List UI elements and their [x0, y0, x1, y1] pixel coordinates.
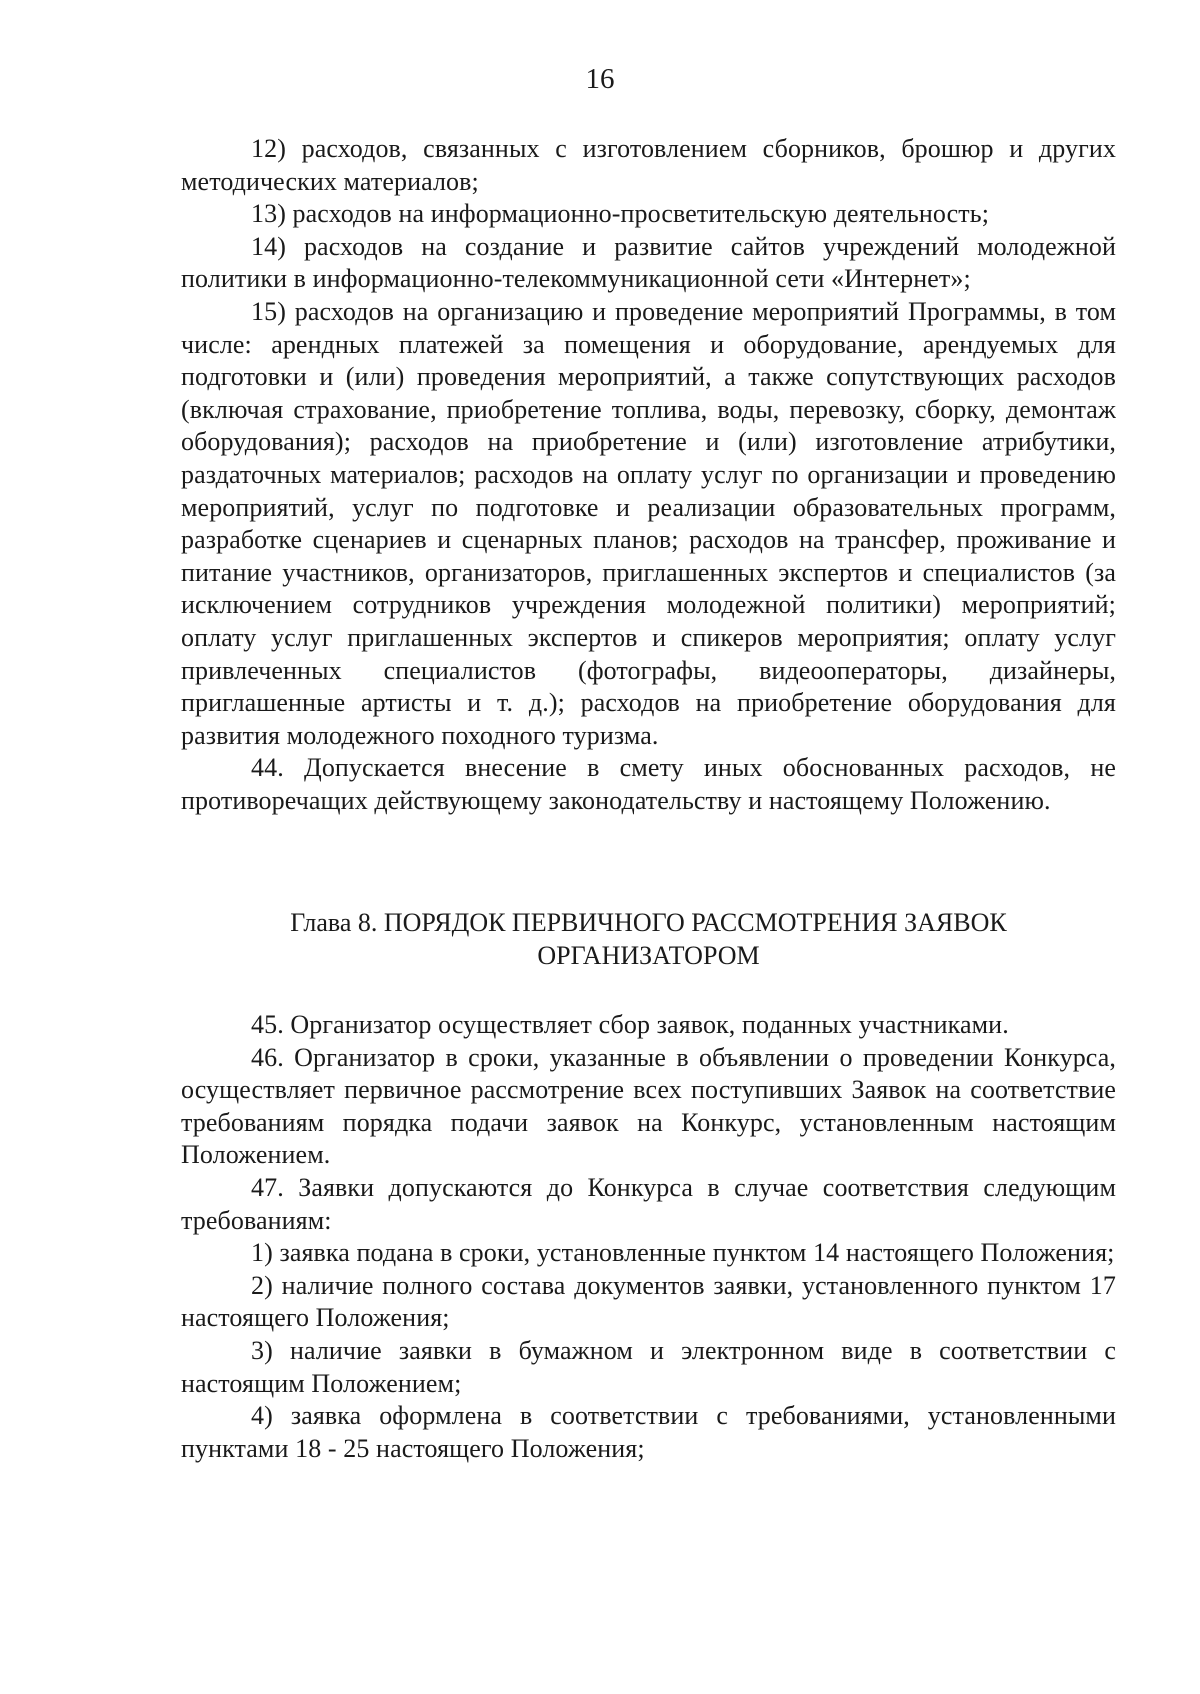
- paragraph-requirement-4: 4) заявка оформлена в соответствии с требованиями, установленными пунктами 18 - 25 настоящего Положения;: [181, 1401, 1116, 1463]
- chapter-heading-line-1: Глава 8. ПОРЯДОК ПЕРВИЧНОГО РАССМОТРЕНИЯ ЗАЯВОК: [290, 908, 1007, 937]
- body-text-bottom: [181, 1009, 1116, 1465]
- paragraph-item-13: 13) расходов на информационно-просветительскую деятельность;: [251, 199, 990, 229]
- chapter-heading-line-2: ОРГАНИЗАТОРОМ: [537, 941, 760, 970]
- chapter-heading: [181, 906, 1116, 972]
- body-text-top: [181, 133, 1116, 817]
- paragraph-requirement-2: 2) наличие полного состава документов заявки, установленного пунктом 17 настоящего Положения;: [181, 1270, 1116, 1333]
- paragraph-item-14: 14) расходов на создание и развитие сайтов учреждений молодежной политики в информационно-телекоммуникационной сети «Интернет»;: [181, 231, 1116, 294]
- paragraph-requirement-3: 3) наличие заявки в бумажном и электронном виде в соответствии с настоящим Положением;: [181, 1335, 1116, 1398]
- paragraph-item-15: 15) расходов на организацию и проведение мероприятий Программы, в том числе: арендных платежей за помещения и оборудование, арендуемых для подготовки и (или) проведения мероприятий, а также сопутствующих расходов (включая страхование, приобретение топлива, воды, перевозку, сборку, демонтаж оборудования); расходов на приобретение и (или) изготовление атрибутики, раздаточных материалов; расходов на оплату услуг по организации и проведению мероприятий, услуг по подготовке и реализации образовательных программ, разработке сценариев и сценарных планов; расходов на трансфер, проживание и питание участников, организаторов, приглашенных экспертов и специалистов (за исключением сотрудников учреждения молодежной политики) мероприятий; оплату услуг приглашенных экспертов и спикеров мероприятия; оплату услуг привлеченных специалистов (фотографы, видеооператоры, дизайнеры, приглашенные артисты и т. д.); расходов на приобретение оборудования для развития молодежного походного туризма.: [181, 296, 1116, 750]
- paragraph-clause-44: 44. Допускается внесение в смету иных обоснованных расходов, не противоречащих действующему законодательству и настоящему Положению.: [181, 753, 1116, 815]
- paragraph-item-12: 12) расходов, связанных с изготовлением сборников, брошюр и других методических материалов;: [181, 134, 1116, 196]
- paragraph-clause-45: 45. Организатор осуществляет сбор заявок, поданных участниками.: [251, 1010, 1009, 1039]
- paragraph-requirement-1: 1) заявка подана в сроки, установленные пунктом 14 настоящего Положения;: [251, 1238, 1115, 1268]
- paragraph-clause-47: 47. Заявки допускаются до Конкурса в случае соответствия следующим требованиям:: [181, 1172, 1116, 1235]
- page-number: 16: [585, 63, 615, 95]
- paragraph-clause-46: 46. Организатор в сроки, указанные в объявлении о проведении Конкурса, осуществляет первичное рассмотрение всех поступивших Заявок на соответствие требованиям порядка подачи заявок на Конкурс, установленным настоящим Положением.: [181, 1042, 1116, 1170]
